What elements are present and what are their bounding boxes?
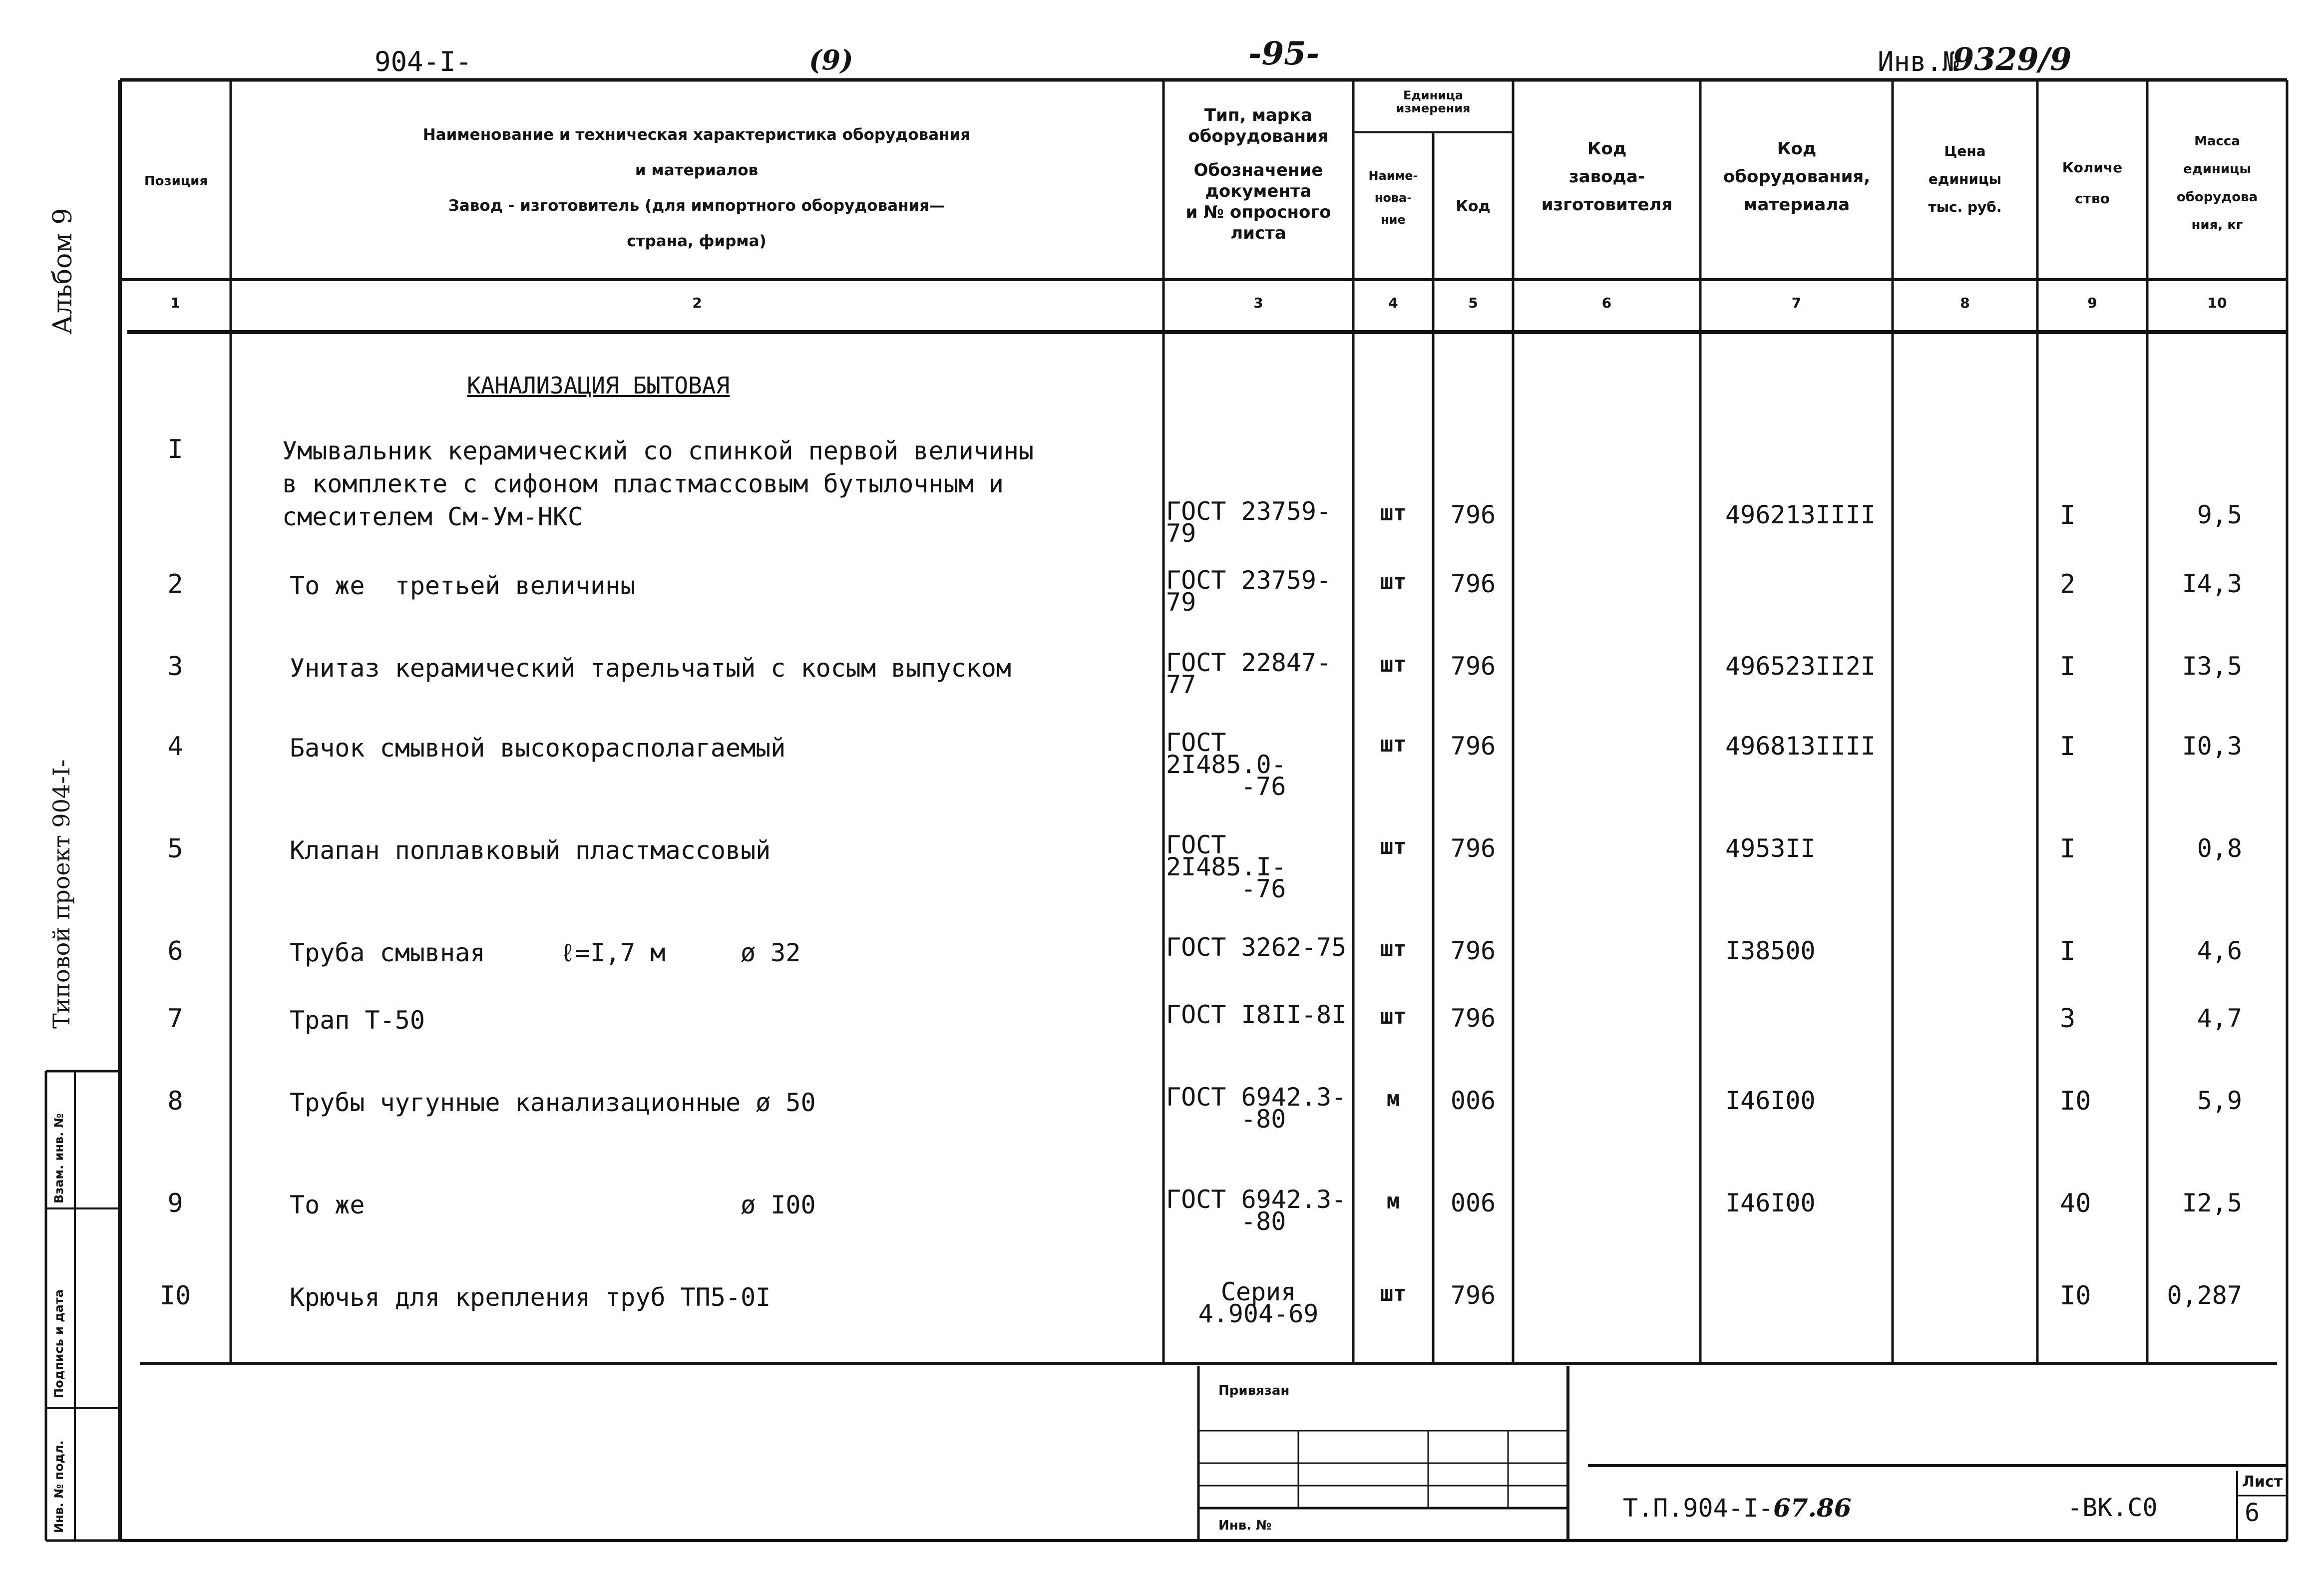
row-name [290, 936, 800, 969]
row-name-line: Труба смывная ℓ=I,7 м ø 32 [290, 938, 801, 967]
row-mass: 4,6 [2197, 936, 2242, 965]
row-quantity: I [2060, 936, 2076, 966]
row-document [1166, 566, 1351, 617]
row-unit-code: 796 [1450, 569, 1496, 598]
row-name-line: смесителем См-Ум-НКС [282, 502, 583, 531]
row-mass: I0,3 [2182, 732, 2242, 761]
row-document [1166, 830, 1351, 903]
row-quantity: I [2060, 834, 2076, 864]
page-number: -95- [1248, 35, 1320, 72]
header-position: Позиция [144, 174, 208, 189]
inventory-label: Инв.№ [1878, 46, 1959, 77]
stamp-replaced-inv: Взам. инв. № [52, 1113, 66, 1203]
row-name [290, 569, 635, 602]
row-position: 2 [167, 569, 183, 599]
row-equipment-code: I38500 [1725, 936, 1816, 965]
footer-attached-label: Привязан [1218, 1383, 1290, 1398]
row-name-line: в комплекте с сифоном пластмассовым бутылочным и [282, 469, 1004, 498]
row-document-line: -76 [1241, 772, 1286, 801]
row-unit-code: 796 [1450, 834, 1496, 863]
row-document [1166, 1000, 1351, 1029]
document-suffix: -ВК.С0 [2067, 1493, 2158, 1522]
inventory-number: 9329/9 [1952, 41, 2072, 77]
row-equipment-code: 4953II [1725, 834, 1816, 863]
row-mass: I2,5 [2182, 1188, 2242, 1217]
row-unit: шт [1380, 936, 1407, 962]
col-number-10: 10 [2207, 295, 2227, 311]
col-number-9: 9 [2087, 295, 2097, 311]
row-name [290, 1281, 771, 1314]
row-unit-code: 796 [1450, 1281, 1496, 1310]
row-unit-code: 006 [1450, 1086, 1496, 1115]
row-name-line: Крючья для крепления труб ТП5-0I [290, 1283, 771, 1312]
header-price: Цена единицы тыс. руб. [1928, 143, 2002, 215]
row-unit-code: 796 [1450, 1004, 1496, 1033]
header-name: Наименование и техническая характеристика оборудования и материалов Завод - изготовитель (для импортного оборудования— страна, фирма) [422, 126, 971, 250]
row-unit-code: 796 [1450, 652, 1496, 681]
row-unit-code: 796 [1450, 732, 1496, 761]
project-side-label: Типовой проект 904-I- [48, 759, 75, 1029]
row-name-line: Трубы чугунные канализационные ø 50 [290, 1088, 816, 1117]
row-document-line: ГОСТ I8II-8I [1166, 1000, 1347, 1029]
row-position: 3 [167, 652, 183, 682]
row-position: 7 [167, 1004, 183, 1034]
document-code: Т.П.904-I-67.86 [1623, 1493, 1852, 1523]
sheet-number: 6 [2245, 1498, 2260, 1527]
row-name [290, 1004, 425, 1037]
row-unit: м [1386, 1188, 1400, 1214]
row-document-line: -80 [1241, 1105, 1286, 1134]
row-position: 5 [167, 834, 183, 864]
header-quantity: Количе ство [2062, 159, 2123, 207]
row-quantity: I0 [2060, 1281, 2091, 1311]
row-document-line: ГОСТ 2I485.0- [1166, 728, 1286, 779]
row-unit: шт [1380, 569, 1407, 595]
row-mass: I3,5 [2182, 652, 2242, 681]
header-mass: Масса единицы оборудова ния, кг [2176, 134, 2258, 233]
row-document-line: ГОСТ 6942.3- [1166, 1083, 1347, 1112]
row-position: I0 [159, 1281, 191, 1311]
row-equipment-code: I46I00 [1725, 1188, 1816, 1217]
row-document-line: -80 [1241, 1207, 1286, 1236]
row-document-line: -76 [1241, 874, 1286, 903]
col-number-5: 5 [1468, 295, 1478, 311]
row-unit: шт [1380, 732, 1407, 757]
header-unit-code: Код [1456, 198, 1491, 215]
row-quantity: I [2060, 500, 2076, 530]
col-number-6: 6 [1601, 295, 1612, 311]
row-equipment-code: 496213IIII [1725, 500, 1876, 529]
row-document-line: 4.904-69 [1198, 1299, 1319, 1328]
row-name-line: То же третьей величины [290, 571, 636, 600]
row-document-line: ГОСТ 23759-79 [1166, 566, 1332, 617]
row-name-line: Клапан поплавковый пластмассовый [290, 836, 771, 865]
row-name [290, 732, 785, 765]
row-mass: 5,9 [2197, 1086, 2242, 1115]
row-position: 4 [167, 732, 183, 762]
row-unit-code: 006 [1450, 1188, 1496, 1217]
row-quantity: 2 [2060, 569, 2076, 599]
row-document-line: ГОСТ 3262-75 [1166, 933, 1347, 962]
header-type-doc: Тип, марка оборудования Обозначение документа и № опросного листа [1185, 105, 1331, 243]
row-document [1166, 1083, 1351, 1134]
header-unit-name: Наиме- нова- ние [1368, 169, 1418, 227]
row-quantity: I [2060, 732, 2076, 762]
header-unit: Единица измерения [1396, 88, 1471, 115]
row-document [1166, 497, 1351, 548]
row-name [282, 434, 1034, 533]
row-name-line: Умывальник керамический со спинкой первой величины [282, 436, 1034, 465]
stamp-inv-no: Инв. № подл. [52, 1440, 66, 1533]
row-equipment-code: 496523II2I [1725, 652, 1876, 681]
row-document-line: ГОСТ 22847-77 [1166, 648, 1332, 699]
row-unit: шт [1380, 1004, 1407, 1029]
row-document [1166, 728, 1351, 801]
row-position: 6 [167, 936, 183, 966]
row-unit-code: 796 [1450, 936, 1496, 965]
stamp-signature-date: Подпись и дата [52, 1289, 66, 1398]
row-document [1166, 1277, 1351, 1328]
col-number-3: 3 [1253, 295, 1263, 311]
col-number-7: 7 [1791, 295, 1802, 311]
row-document-line: Серия [1220, 1277, 1296, 1306]
row-unit: шт [1380, 834, 1407, 859]
row-unit: м [1386, 1086, 1400, 1112]
row-position: I [167, 434, 183, 464]
col-number-4: 4 [1388, 295, 1398, 311]
row-quantity: 40 [2060, 1188, 2091, 1218]
row-mass: 4,7 [2197, 1004, 2242, 1033]
album-side-label: Альбом 9 [48, 208, 78, 335]
row-name [290, 1188, 816, 1221]
row-mass: 0,287 [2167, 1281, 2242, 1310]
col-number-2: 2 [692, 295, 702, 311]
row-equipment-code: 496813IIII [1725, 732, 1876, 761]
row-quantity: I0 [2060, 1086, 2091, 1116]
row-name [290, 1086, 816, 1119]
col-number-1: 1 [170, 295, 180, 311]
row-mass: I4,3 [2182, 569, 2242, 598]
row-document-line: ГОСТ 6942.3- [1166, 1185, 1347, 1214]
row-name [290, 652, 1011, 685]
row-unit-code: 796 [1450, 500, 1496, 529]
row-quantity: I [2060, 652, 2076, 682]
row-position: 8 [167, 1086, 183, 1116]
footer-inv-label: Инв. № [1218, 1518, 1272, 1533]
row-mass: 9,5 [2197, 500, 2242, 529]
row-name [290, 834, 771, 867]
row-name-line: Бачок смывной высокорасполагаемый [290, 734, 786, 763]
album-mark: (9) [809, 44, 853, 76]
project-code-top: 904-I- [375, 46, 472, 77]
row-position: 9 [167, 1188, 183, 1218]
row-name-line: Трап Т-50 [290, 1006, 425, 1035]
row-mass: 0,8 [2197, 834, 2242, 863]
row-unit: шт [1380, 1281, 1407, 1306]
row-unit: шт [1380, 500, 1407, 526]
row-document-line: ГОСТ 2I485.I- [1166, 830, 1286, 881]
row-quantity: 3 [2060, 1004, 2076, 1034]
header-plant-code: Код завода- изготовителя [1541, 139, 1673, 215]
row-document [1166, 933, 1351, 962]
header-equipment-code: Код оборудования, материала [1723, 139, 1871, 215]
section-title: КАНАЛИЗАЦИЯ БЫТОВАЯ [467, 372, 730, 399]
row-unit: шт [1380, 652, 1407, 677]
row-document [1166, 648, 1351, 699]
row-equipment-code: I46I00 [1725, 1086, 1816, 1115]
sheet-label: Лист [2242, 1473, 2283, 1491]
row-name-line: Унитаз керамический тарельчатый с косым выпуском [290, 654, 1011, 683]
row-document-line: ГОСТ 23759-79 [1166, 497, 1332, 548]
col-number-8: 8 [1960, 295, 1970, 311]
row-document [1166, 1185, 1351, 1236]
row-name-line: То же ø I00 [290, 1190, 816, 1219]
